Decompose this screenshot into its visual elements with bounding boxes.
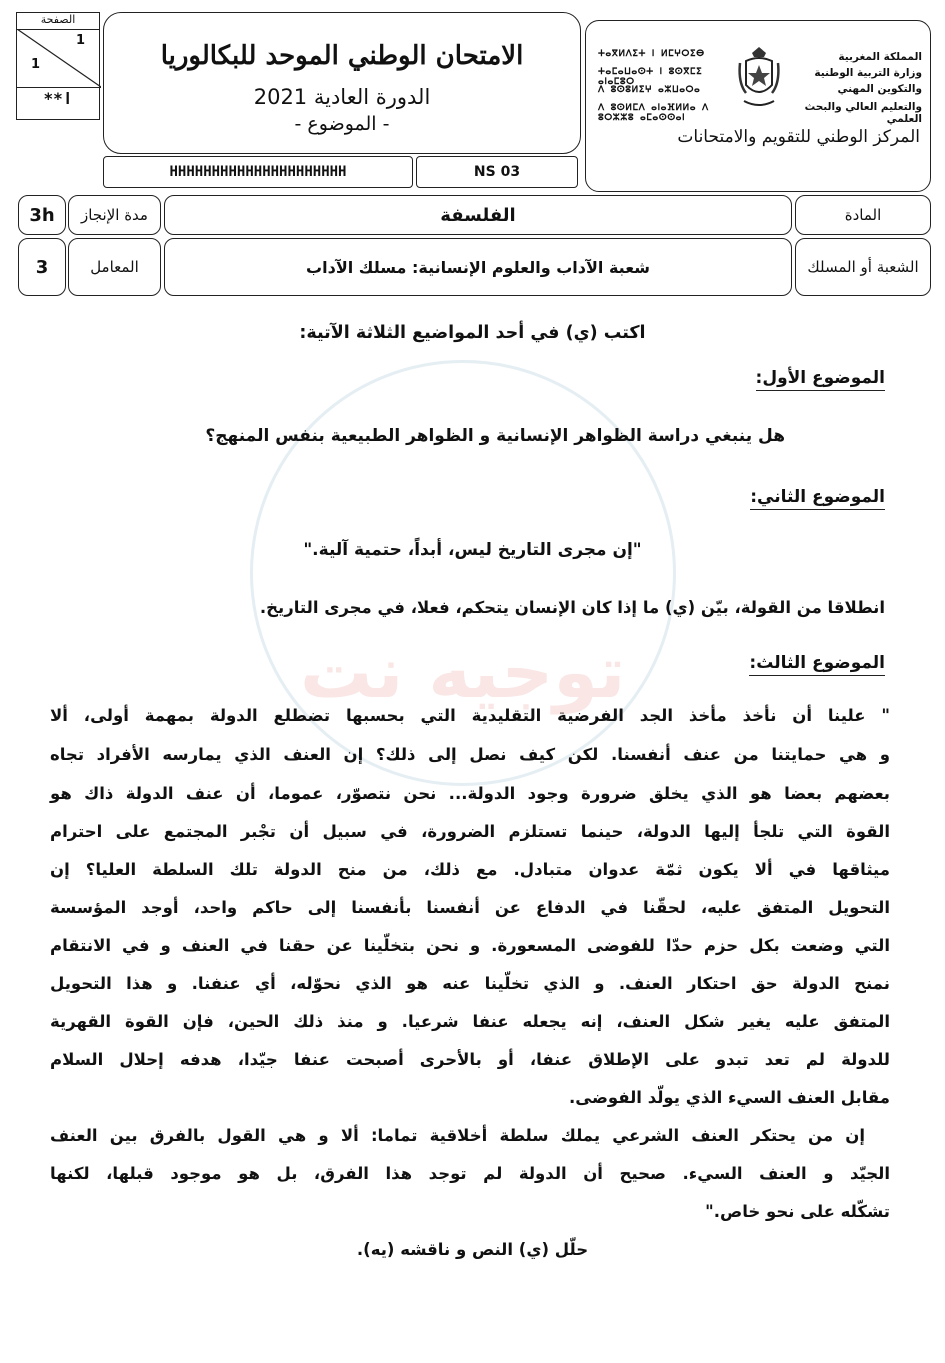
coefficient-label: المعامل: [68, 238, 161, 296]
topic2-quote: "إن مجرى التاريخ ليس، أبداً، حتمية آلية.": [303, 540, 642, 560]
text-line-1: " علينا أن نأخذ مأخذ الجد الفرضية التقليدية التي بحسبها تضطلع الدولة بمهمة أولى، ألا: [50, 706, 890, 725]
evaluation-center-name: المركز الوطني للتقويم والامتحانات: [677, 127, 920, 147]
ministry-logo-box: [585, 20, 931, 192]
text-line-6: التحويل المتفق عليه، لحقّنا في الدفاع عن أنفسنا بأنفسنا إلى حاكم واحد، أوجد المؤسسة: [50, 898, 890, 917]
tifinagh-line-4: ⴷ ⵓⵙⵍⵎⴷ ⴰⵏⴰⴼⵍⵍⴰ ⴷ ⵓⵔⵣⵣⵓ ⴰⵎⴰⵙⵙⴰⵏ: [598, 103, 709, 123]
page-total: 1: [75, 33, 85, 48]
ministry-line-1: المملكة المغربية: [838, 51, 922, 63]
text-line-12: إن من يحتكر العنف الشرعي يملك سلطة أخلاقية تماما: ألا و هي القول بالفرق بين العنف: [50, 1126, 865, 1145]
duration-label: مدة الإنجاز: [68, 195, 161, 235]
subject-field-label: المادة: [795, 195, 931, 235]
exam-session: الدورة العادية 2021: [253, 85, 431, 109]
exam-title-box: [103, 12, 581, 154]
text-line-14: تشكّله على نحو خاص.": [705, 1202, 890, 1221]
text-line-3: بعضهم بعضا هو الذي يخلق ضرورة وجود الدولة... نحن نتصوّر، عموما، أن عنف الدولة ذاك هو: [50, 784, 890, 803]
text-line-5: ميثاقها في ألا يكون ثمّة عدوان متبادل. مع ذلك، من منح الدولة تلك السلطة العليا؟ إن: [50, 860, 890, 879]
page-fraction: [17, 29, 101, 88]
topic3-task: حلّل (ي) النص و ناقشه (يه).: [356, 1240, 589, 1259]
diagonal-line-icon: [17, 29, 101, 87]
subject-value: الفلسفة: [164, 195, 792, 235]
topic3-heading: الموضوع الثالث:: [749, 653, 885, 676]
page-number-box: [16, 12, 100, 120]
text-line-8: نمنح الدولة حق احتكار العنف. و الذي تخلّينا عنه هو الذي نحوّله، أي عنفنا. و هذا التحويل: [50, 974, 890, 993]
ministry-line-3: والتكوين المهني: [837, 83, 922, 95]
branch-value: شعبة الآداب والعلوم الإنسانية: مسلك الآداب: [164, 238, 792, 296]
text-line-13: الجيّد و العنف السيء. صحيح أن الدولة لم توجد هذا الفرق، بل هو موجود قبلها، لكنها: [50, 1164, 890, 1183]
ministry-line-2: وزارة التربية الوطنية: [814, 67, 922, 79]
ministry-line-4: والتعليم العالي والبحث العلمي: [804, 101, 922, 125]
text-line-7: التي وضعت بكل حزم حدّا للفوضى المسعورة. و نحن بتخلّينا عن حقنا في العنف و في الانتقام: [50, 936, 890, 955]
topic1-question: هل ينبغي دراسة الظواهر الإنسانية و الظواهر الطبيعية بنفس المنهج؟: [205, 426, 785, 446]
text-line-10: للدولة لم تعد تبدو على الإطلاق عنفا، أو بالأحرى أصبحت عنفا جيّدا، هدفه إحلال السلام: [50, 1050, 890, 1069]
page-code: **ا: [43, 89, 73, 108]
exam-code: NS 03: [416, 156, 578, 188]
tifinagh-line-3: ⴷ ⵓⵙⵓⵍⵉⵖ ⴰⵣⵡⴰⵔⴰ: [598, 85, 701, 95]
instruction: اكتب (ي) في أحد المواضيع الثلاثة الآتية:: [299, 323, 646, 343]
exam-title: الامتحان الوطني الموحد للبكالوريا: [160, 41, 524, 71]
topic2-heading: الموضوع الثاني:: [750, 487, 885, 510]
topic1-heading: الموضوع الأول:: [756, 368, 885, 391]
code-strip: HHHHHHHHHHHHHHHHHHHHH: [103, 156, 413, 188]
text-line-9: المتفق عليه يغير شكل العنف، إنه يجعله عنفا شرعيا. و منذ ذلك الحين، فإن القوة القهرية: [50, 1012, 890, 1031]
duration-value: 3h: [18, 195, 66, 235]
page-current: 1: [31, 57, 41, 72]
page-label: الصفحة: [17, 13, 99, 30]
text-line-4: القوة التي تلجأ إليها الدولة، حينما تستلزم الضرورة، في سبيل أن تجْبر المجتمع على احترام: [50, 822, 890, 841]
subject-label: - الموضوع -: [294, 113, 390, 135]
watermark-text: توجيه نت: [300, 630, 626, 714]
tifinagh-line-1: ⵜⴰⴳⵍⴷⵉⵜ ⵏ ⵍⵎⵖⵔⵉⴱ: [598, 49, 705, 59]
text-line-2: و هي حمايتنا من عنف أنفسنا. لكن كيف نصل إلى ذلك؟ إن العنف الذي يمارسه الأفراد تجاه: [50, 745, 890, 764]
coefficient-value: 3: [18, 238, 66, 296]
tifinagh-line-2: ⵜⴰⵎⴰⵡⴰⵙⵜ ⵏ ⵓⵙⴳⵎⵉ ⴰⵏⴰⵎⵓⵔ: [598, 67, 703, 87]
branch-label: الشعبة أو المسلك: [795, 238, 931, 296]
topic2-task: انطلاقا من القولة، بيّن (ي) ما إذا كان الإنسان يتحكم، فعلا، في مجرى التاريخ.: [259, 598, 885, 617]
text-line-11: مقابل العنف السيء الذي يولّد الفوضى.: [568, 1088, 890, 1107]
